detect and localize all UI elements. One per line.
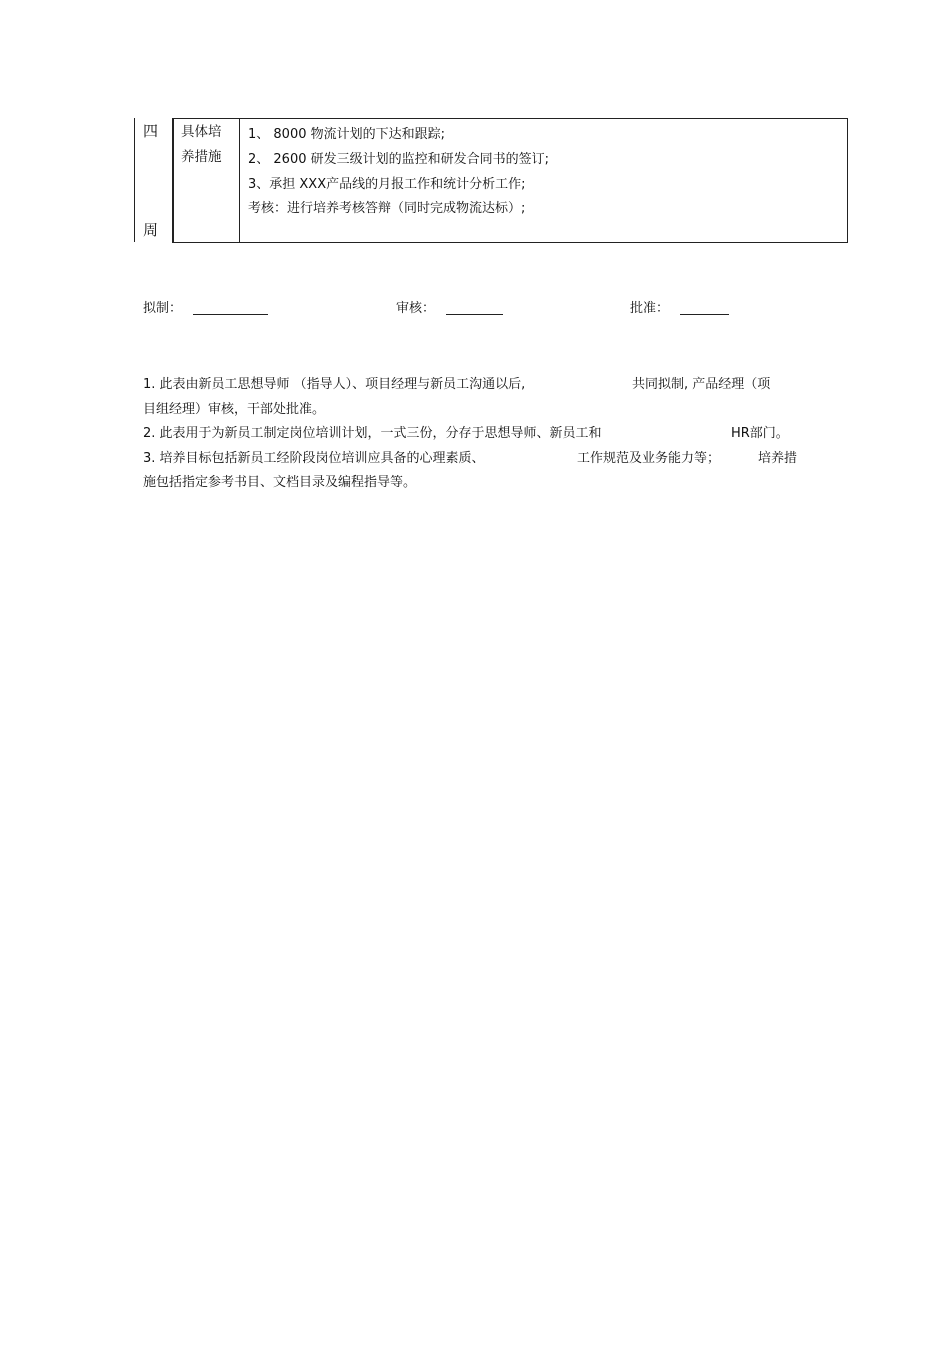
note-2-end: HR部门。 xyxy=(731,426,789,441)
note-3-line-1-end: 培养措 xyxy=(758,451,798,466)
training-measures-label-line1: 具体培 xyxy=(181,124,222,140)
reviewed-by-label: 审核： xyxy=(396,301,436,316)
training-measures-divider xyxy=(239,118,240,243)
note-2: 2. 此表用于为新员工制定岗位培训计划，一式三份，分存于思想导师、新员工和 xyxy=(143,426,602,441)
approved-by-line xyxy=(680,314,729,315)
note-3-line-1-middle: 工作规范及业务能力等； xyxy=(577,451,721,466)
training-measures-label-line2: 养措施 xyxy=(181,149,222,165)
training-measure-item: 1、 8000 物流计划的下达和跟踪; xyxy=(248,127,445,142)
week-label-bottom: 周 xyxy=(143,221,159,239)
note-1-line-1: 1. 此表由新员工思想导师 （指导人）、项目经理与新员工沟通以后, xyxy=(143,377,526,392)
week-label-top: 四 xyxy=(143,122,159,140)
note-1-line-2: 目组经理）审核，干部处批准。 xyxy=(143,402,326,417)
reviewed-by-line xyxy=(446,314,503,315)
training-assessment-item: 考核：进行培养考核答辩（同时完成物流达标）; xyxy=(248,201,526,216)
note-1-line-1-end: 共同拟制, 产品经理（项 xyxy=(632,377,771,392)
training-measure-item: 3、承担 XXX产品线的月报工作和统计分析工作; xyxy=(248,177,526,192)
note-3-line-1: 3. 培养目标包括新员工经阶段岗位培训应具备的心理素质、 xyxy=(143,451,485,466)
approved-by-label: 批准： xyxy=(630,301,670,316)
training-measure-item: 2、 2600 研发三级计划的监控和研发合同书的签订; xyxy=(248,152,549,167)
drafted-by-label: 拟制： xyxy=(143,301,183,316)
week-column-border xyxy=(134,118,135,242)
note-3-line-2: 施包括指定参考书目、文档目录及编程指导等。 xyxy=(143,475,417,490)
drafted-by-line xyxy=(193,314,268,315)
training-measures-label xyxy=(181,120,233,170)
